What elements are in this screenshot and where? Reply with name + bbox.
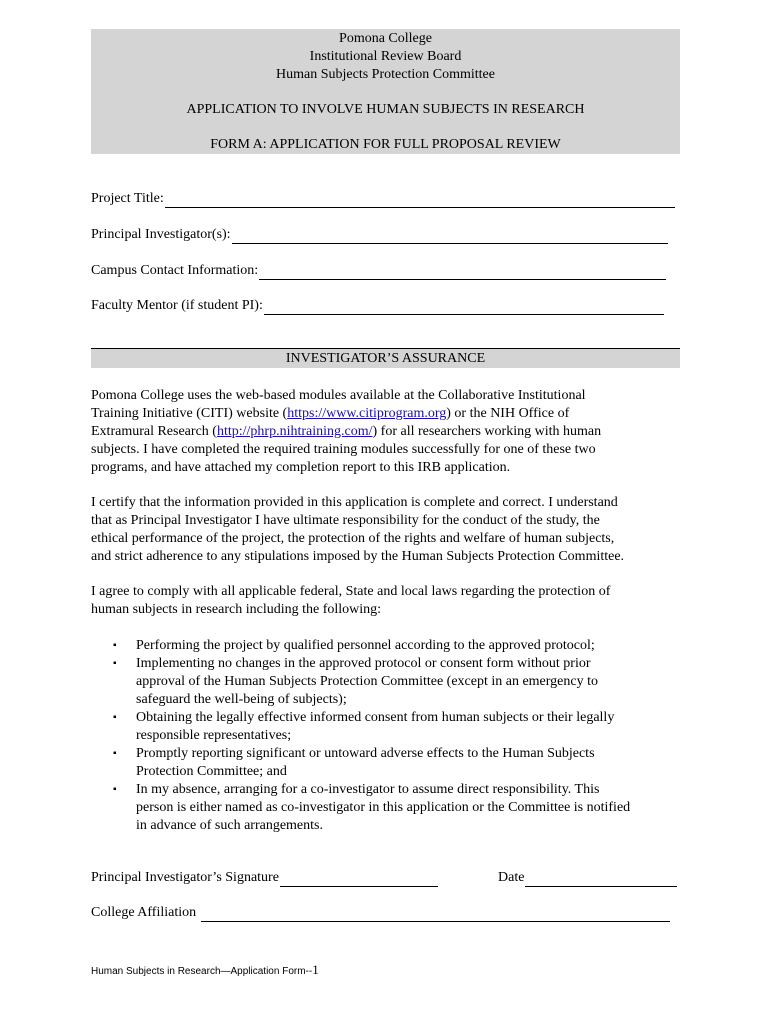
list-item-line: Performing the project by qualified personnel according to the approved protocol; — [136, 638, 595, 653]
faculty-mentor-field[interactable] — [91, 297, 664, 315]
square-bullet-icon: ▪ — [113, 640, 117, 651]
college-affiliation-label: College Affiliation — [91, 905, 200, 920]
list-item-line: safeguard the well-being of subjects); — [136, 692, 347, 707]
text-run: Extramural Research ( — [91, 424, 217, 439]
list-item-line: in advance of such arrangements. — [136, 818, 323, 833]
faculty-mentor-label: Faculty Mentor (if student PI): — [91, 298, 263, 313]
pi-signature-label: Principal Investigator’s Signature — [91, 870, 279, 885]
faculty-mentor-line[interactable] — [264, 299, 664, 315]
committee-name: Human Subjects Protection Committee — [276, 67, 495, 82]
paragraph-line — [91, 405, 681, 423]
text-run: ) for all researchers working with human — [372, 424, 602, 439]
application-title: APPLICATION TO INVOLVE HUMAN SUBJECTS IN RESEARCH — [186, 102, 585, 117]
page-footer — [91, 962, 319, 980]
date-field[interactable] — [498, 869, 677, 887]
principal-investigators-label: Principal Investigator(s): — [91, 227, 231, 242]
list-item-line: Implementing no changes in the approved protocol or consent form without prior — [136, 656, 591, 671]
pi-signature-field[interactable] — [91, 869, 438, 887]
nih-training-link[interactable]: http://phrp.nihtraining.com/ — [216, 424, 373, 439]
paragraph-line: programs, and have attached my completion report to this IRB application. — [91, 460, 511, 475]
paragraph-line: I agree to comply with all applicable federal, State and local laws regarding the protection of — [91, 584, 611, 599]
certification-paragraph — [91, 494, 681, 566]
campus-contact-field[interactable] — [91, 262, 666, 280]
square-bullet-icon: ▪ — [113, 658, 117, 669]
paragraph-line: I certify that the information provided in this application is complete and correct. I understand — [91, 495, 618, 510]
training-paragraph — [91, 387, 681, 477]
investigators-assurance-heading: INVESTIGATOR’S ASSURANCE — [91, 348, 680, 368]
paragraph-line: Pomona College uses the web-based modules available at the Collaborative Institutional — [91, 388, 586, 403]
list-item-line: In my absence, arranging for a co-investigator to assume direct responsibility. This — [136, 782, 600, 797]
date-line[interactable] — [525, 871, 677, 887]
text-run: Training Initiative (CITI) website ( — [91, 406, 288, 421]
list-item — [91, 637, 681, 655]
project-title-field[interactable] — [91, 190, 675, 208]
list-item-line: person is either named as co-investigator in this application or the Committee is notified — [136, 800, 631, 815]
principal-investigators-line[interactable] — [232, 228, 668, 244]
list-item-line: approval of the Human Subjects Protection Committee (except in an emergency to — [136, 674, 598, 689]
list-item — [91, 709, 681, 745]
list-item-line: Protection Committee; and — [136, 764, 287, 779]
list-item — [91, 655, 681, 709]
principal-investigators-field[interactable] — [91, 226, 668, 244]
form-title: FORM A: APPLICATION FOR FULL PROPOSAL REVIEW — [210, 137, 561, 152]
list-item-line: responsible representatives; — [136, 728, 292, 743]
compliance-paragraph — [91, 583, 681, 619]
college-affiliation-line[interactable] — [201, 906, 670, 922]
paragraph-line: subjects. I have completed the required training modules successfully for one of these two — [91, 442, 596, 457]
list-item-line: Obtaining the legally effective informed consent from human subjects or their legally — [136, 710, 615, 725]
header-box — [91, 29, 680, 154]
list-item — [91, 745, 681, 781]
paragraph-line: ethical performance of the project, the protection of the rights and welfare of human subjects, — [91, 531, 615, 546]
pi-signature-line[interactable] — [280, 871, 438, 887]
list-item-line: Promptly reporting significant or untoward adverse effects to the Human Subjects — [136, 746, 595, 761]
date-label: Date — [498, 870, 525, 885]
compliance-bullet-list — [91, 637, 681, 835]
college-name: Pomona College — [339, 31, 432, 46]
page-number: 1 — [312, 962, 319, 977]
citi-program-link[interactable]: https://www.citiprogram.org — [287, 406, 447, 421]
square-bullet-icon: ▪ — [113, 784, 117, 795]
paragraph-line: that as Principal Investigator I have ultimate responsibility for the conduct of the study, the — [91, 513, 600, 528]
paragraph-line: and strict adherence to any stipulations imposed by the Human Subjects Protection Committee. — [91, 549, 625, 564]
text-run: ) or the NIH Office of — [446, 406, 570, 421]
square-bullet-icon: ▪ — [113, 712, 117, 723]
board-name: Institutional Review Board — [309, 49, 462, 64]
project-title-label: Project Title: — [91, 191, 164, 206]
paragraph-line — [91, 423, 681, 441]
footer-text: Human Subjects in Research—Application Form-- — [91, 966, 313, 977]
college-affiliation-field[interactable] — [91, 904, 670, 922]
list-item — [91, 781, 681, 835]
project-title-line[interactable] — [165, 192, 675, 208]
campus-contact-line[interactable] — [259, 264, 666, 280]
paragraph-line: human subjects in research including the following: — [91, 602, 382, 617]
campus-contact-label: Campus Contact Information: — [91, 263, 259, 278]
square-bullet-icon: ▪ — [113, 748, 117, 759]
